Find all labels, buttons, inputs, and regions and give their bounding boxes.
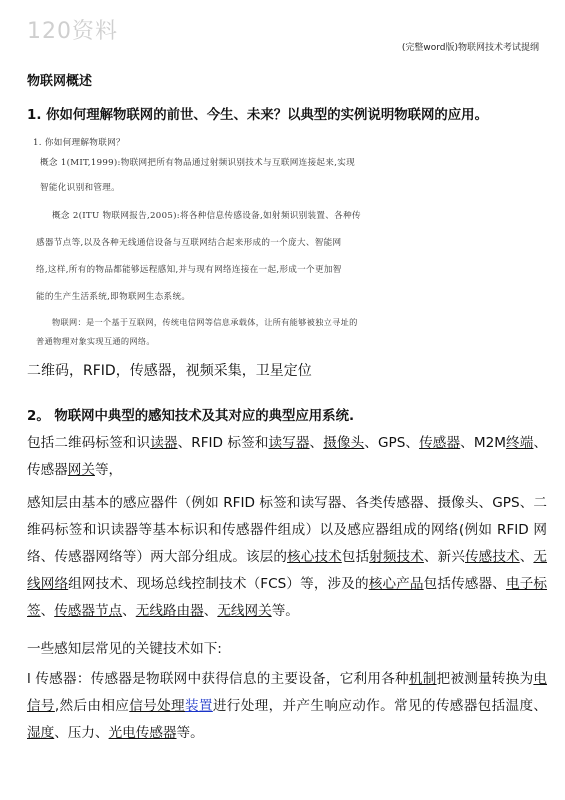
- watermark-logo: 120资料: [27, 19, 118, 44]
- term-link[interactable]: 光电传感器: [108, 725, 177, 741]
- term-link[interactable]: 核心技术: [287, 549, 342, 565]
- term-link[interactable]: 无线路由器: [135, 603, 204, 619]
- scan-line: 普通物理对象实现互通的网络。: [36, 336, 155, 346]
- term-link[interactable]: 终端: [505, 435, 534, 451]
- term-link[interactable]: 信号处理: [129, 698, 185, 714]
- paragraph-sensing-layer: 感知层由基本的感应器件（例如 RFID 标签和读写器、各类传感器、摄像头、GPS、二维码标签和识读器等基本标识和传感器件组成）以及感应器组成的网络(例如 RFID 网络、传感器网络等）两大部分组成。该层的核心技术包括射频技术、新兴传感技术、无线网络组网技术、现场总线控制技术（FCS）等，涉及的核心产品包括传感器、电子标签、传感器节点、无线路由器、无线网关等。: [27, 495, 548, 619]
- hyperlink[interactable]: 装置: [184, 698, 213, 714]
- document-header: (完整word版)物联网技术考试提纲: [401, 43, 539, 53]
- term-link[interactable]: 传感器: [419, 435, 461, 451]
- question-1-heading: 1. 你如何理解物联网的前世、今生、未来？以典型的实例说明物联网的应用。: [27, 108, 488, 123]
- scan-line: 1. 你如何理解物联网？: [33, 138, 125, 148]
- term-link[interactable]: 传感器节点: [54, 603, 123, 619]
- term-link[interactable]: 摄像头: [323, 435, 365, 451]
- term-link[interactable]: 网关: [67, 462, 95, 478]
- scan-line: 概念 2(ITU 物联网报告,2005):将各种信息传感设备,如射频识别装置、各种传: [52, 211, 361, 221]
- term-link[interactable]: 读器: [150, 435, 178, 451]
- paragraph-sensing-devices: 包括二维码标签和识读器、RFID 标签和读写器、摄像头、GPS、传感器、M2M终端、传感器网关等，: [27, 435, 548, 478]
- term-link[interactable]: 无线网关: [217, 603, 272, 619]
- scan-line: 络,这样,所有的物品都能够远程感知,并与现有网络连接在一起,形成一个更加智: [36, 265, 342, 275]
- term-link[interactable]: 无线网络: [27, 549, 548, 592]
- section-title: 物联网概述: [27, 74, 93, 89]
- question-2-heading: 2。 物联网中典型的感知技术及其对应的典型应用系统.: [27, 409, 355, 424]
- scan-line: 能的生产生活系统,即物联网生态系统。: [36, 292, 191, 302]
- term-link[interactable]: 读写器: [268, 435, 310, 451]
- scan-line: 概念 1(MIT,1999):物联网把所有物品通过射频识别技术与互联网连接起来,实现: [40, 158, 356, 168]
- term-link[interactable]: 湿度: [27, 725, 55, 741]
- scan-line: 感器节点等,以及各种无线通信设备与互联网结合起来形成的一个庞大、智能网: [36, 238, 342, 248]
- answer-1: 二维码，RFID，传感器，视频采集，卫星定位: [27, 363, 312, 379]
- paragraph-key-tech-intro: 一些感知层常见的关键技术如下:: [27, 641, 222, 657]
- term-link[interactable]: 电信号: [27, 671, 548, 714]
- term-link[interactable]: 电子标签: [27, 576, 548, 619]
- scan-line: 物联网：是一个基于互联网，传统电信网等信息承载体，让所有能够被独立寻址的: [52, 317, 358, 327]
- term-link[interactable]: 核心产品: [368, 576, 424, 592]
- term-link[interactable]: 射频技术: [369, 549, 424, 565]
- term-link[interactable]: 机制: [408, 671, 437, 687]
- term-link[interactable]: 传感技术: [464, 549, 520, 565]
- scan-line: 智能化识别和管理。: [40, 183, 121, 193]
- paragraph-sensors: l 传感器：传感器是物联网中获得信息的主要设备，它利用各种机制把被测量转换为电信号,然后由相应信号处理装置进行处理，并产生响应动作。常见的传感器包括温度、湿度、压力、光电传感器等。: [27, 671, 548, 741]
